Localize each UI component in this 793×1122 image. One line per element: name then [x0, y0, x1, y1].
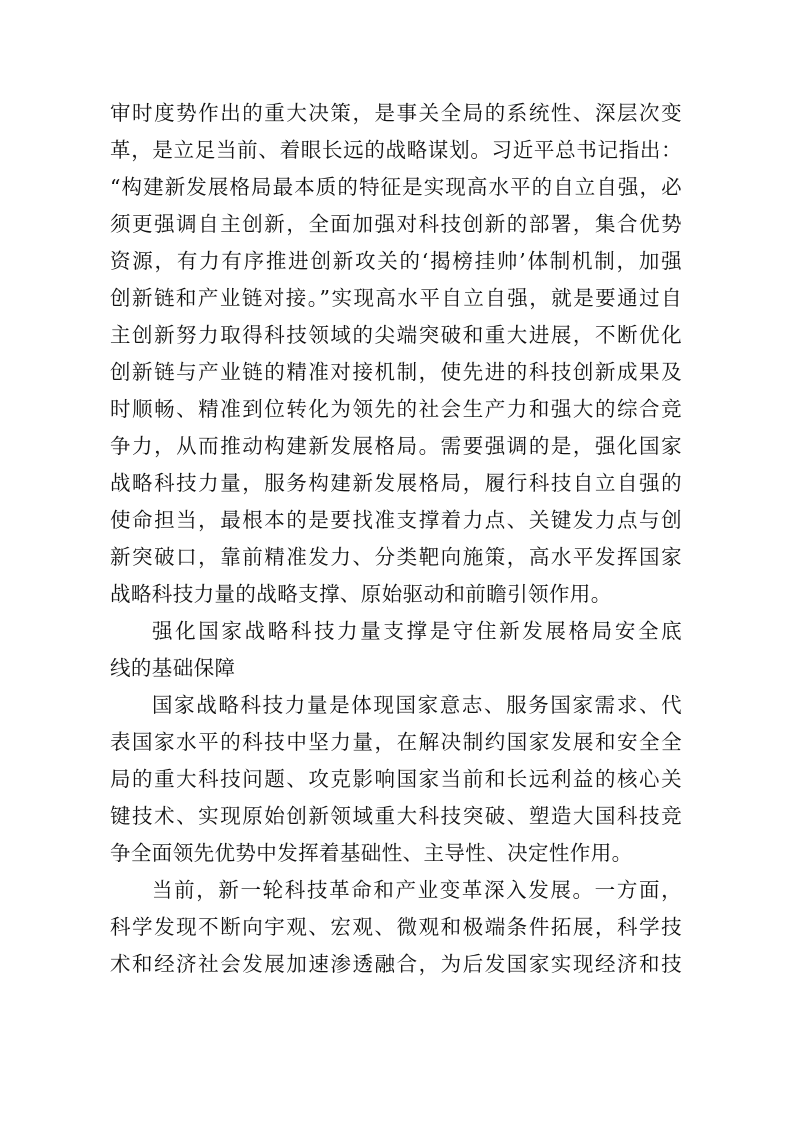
text-line: 时顺畅、精准到位转化为领先的社会生产力和强大的综合竞 — [110, 397, 682, 421]
text-line: “构建新发展格局最本质的特征是实现高水平的自立自强，必 — [110, 175, 682, 199]
text-line: 主创新努力取得科技领域的尖端突破和重大进展，不断优化 — [110, 323, 682, 347]
text-line: 审时度势作出的重大决策，是事关全局的系统性、深层次变 — [110, 101, 682, 125]
text-line: 键技术、实现原始创新领域重大科技突破、塑造大国科技竞 — [110, 804, 682, 828]
paragraph-section-heading — [110, 613, 682, 687]
text-line: 革，是立足当前、着眼长远的战略谋划。习近平总书记指出： — [110, 138, 682, 162]
text-line: 争全面领先优势中发挥着基础性、主导性、决定性作用。 — [110, 841, 633, 865]
text-line: 须更强调自主创新，全面加强对科技创新的部署，集合优势 — [110, 212, 682, 236]
text-line: 当前，新一轮科技革命和产业变革深入发展。一方面， — [152, 878, 682, 902]
text-line: 局的重大科技问题、攻克影响国家当前和长远利益的核心关 — [110, 767, 682, 791]
paragraph — [110, 872, 682, 983]
text-line: 创新链与产业链的精准对接机制，使先进的科技创新成果及 — [110, 360, 682, 384]
paragraph-continuation — [110, 95, 682, 613]
text-line: 创新链和产业链对接。”实现高水平自立自强，就是要通过自 — [110, 286, 682, 310]
text-line: 科学发现不断向宇观、宏观、微观和极端条件拓展，科学技 — [110, 915, 682, 939]
text-line: 线的基础保障 — [110, 656, 236, 680]
text-line: 战略科技力量，服务构建新发展格局，履行科技自立自强的 — [110, 471, 682, 495]
text-line: 国家战略科技力量是体现国家意志、服务国家需求、代 — [152, 693, 682, 717]
text-line: 使命担当，最根本的是要找准支撑着力点、关键发力点与创 — [110, 508, 682, 532]
text-line: 资源，有力有序推进创新攻关的‘揭榜挂帅’体制机制，加强 — [110, 249, 682, 273]
text-line: 术和经济社会发展加速渗透融合，为后发国家实现经济和技 — [110, 952, 682, 976]
text-line: 强化国家战略科技力量支撑是守住新发展格局安全底 — [152, 619, 682, 643]
paragraph — [110, 687, 682, 872]
text-line: 表国家水平的科技中坚力量，在解决制约国家发展和安全全 — [110, 730, 682, 754]
text-line: 战略科技力量的战略支撑、原始驱动和前瞻引领作用。 — [110, 582, 612, 606]
text-line: 争力，从而推动构建新发展格局。需要强调的是，强化国家 — [110, 434, 682, 458]
body-text — [110, 95, 682, 983]
text-line: 新突破口，靠前精准发力、分类靶向施策，高水平发挥国家 — [110, 545, 682, 569]
